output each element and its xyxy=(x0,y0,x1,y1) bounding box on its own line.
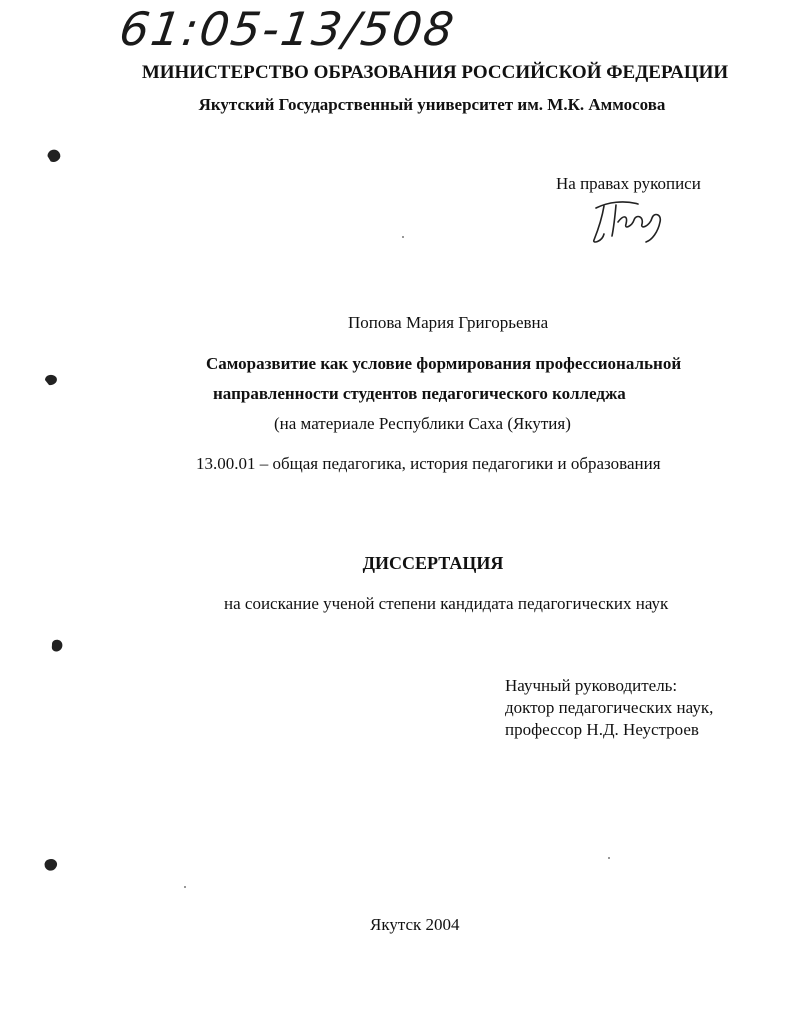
supervisor-name: профессор Н.Д. Неустроев xyxy=(505,720,699,739)
binder-hole-mark xyxy=(42,856,60,874)
manuscript-rights: На правах рукописи xyxy=(556,174,701,193)
binder-hole-mark xyxy=(44,146,64,166)
university-heading: Якутский Государственный университет им. М.К. Аммосова xyxy=(198,95,666,114)
degree-line: на соискание ученой степени кандидата педагогических наук xyxy=(224,594,669,613)
title-material-note: (на материале Республики Саха (Якутия) xyxy=(274,414,571,433)
supervisor-label: Научный руководитель: xyxy=(505,676,678,695)
signature xyxy=(588,196,672,246)
scan-speck xyxy=(402,236,404,238)
supervisor-degree: доктор педагогических наук, xyxy=(505,698,714,717)
supervisor-block xyxy=(505,675,713,741)
specialty-code: 13.00.01 – общая педагогика, история педагогики и образования xyxy=(196,454,661,473)
binder-hole-mark xyxy=(42,371,60,389)
author-name: Попова Мария Григорьевна xyxy=(348,313,549,332)
scan-speck xyxy=(184,886,186,888)
ministry-heading: МИНИСТЕРСТВО ОБРАЗОВАНИЯ РОССИЙСКОЙ ФЕДЕРАЦИИ xyxy=(141,62,729,83)
dissertation-title-line-1: Саморазвитие как условие формирования профессиональной xyxy=(206,354,682,373)
dissertation-title-line-2: направленности студентов педагогического колледжа xyxy=(213,384,626,403)
city-year: Якутск 2004 xyxy=(370,915,460,934)
scan-speck xyxy=(608,857,610,859)
binder-hole-mark xyxy=(48,636,66,656)
archive-number: 61:05-13/508 xyxy=(116,2,459,56)
document-type: ДИССЕРТАЦИЯ xyxy=(362,553,504,573)
